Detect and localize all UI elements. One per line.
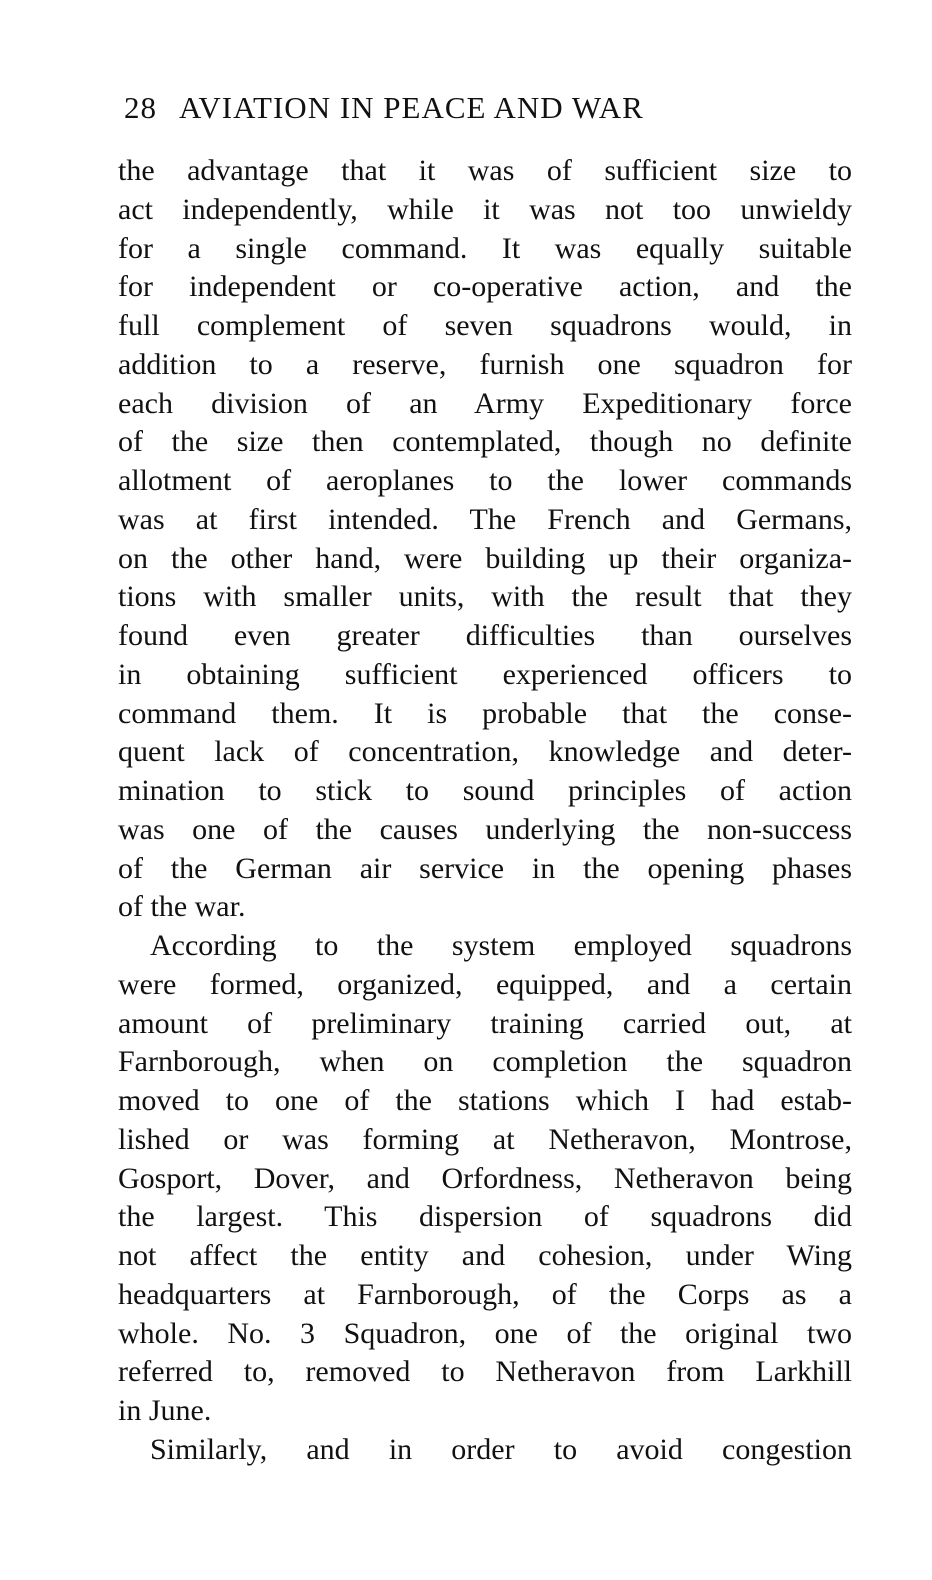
text-line: mination to stick to sound principles of action [118, 774, 852, 807]
text-line: whole. No. 3 Squadron, one of the original two [118, 1316, 852, 1350]
text-line: moved to one of the stations which I had estab- [118, 1084, 852, 1117]
text-line: of the war. [118, 890, 246, 924]
text-line: act independently, while it was not too unwieldy [118, 192, 852, 226]
text-line: quent lack of concentration, knowledge and deter- [118, 735, 852, 769]
paragraph-3 [118, 1431, 852, 1470]
text-line: addition to a reserve, furnish one squadron for [118, 347, 852, 381]
body-text [118, 152, 852, 1470]
text-line: in obtaining sufficient experienced officers to [118, 657, 852, 691]
text-line: command them. It is probable that the conse- [118, 696, 852, 730]
text-line: for a single command. It was equally suitable [118, 231, 852, 265]
paragraph-2 [118, 927, 852, 1431]
running-head [124, 88, 784, 128]
text-line: the advantage that it was of sufficient size to [118, 154, 852, 187]
text-line: of the size then contemplated, though no definite [118, 425, 852, 459]
text-line: not affect the entity and cohesion, under Wing [118, 1239, 852, 1272]
text-line: each division of an Army Expeditionary force [118, 386, 852, 420]
text-line: full complement of seven squadrons would, in [118, 309, 852, 342]
text-line: tions with smaller units, with the result that they [118, 580, 852, 614]
text-line: was at first intended. The French and Germans, [118, 502, 852, 536]
text-line: amount of preliminary training carried out, at [118, 1006, 852, 1040]
text-line: Gosport, Dover, and Orfordness, Netheravon being [118, 1161, 852, 1195]
page-number: 28 [124, 90, 157, 125]
text-line: on the other hand, were building up their organiza- [118, 541, 852, 575]
text-line: in June. [118, 1394, 212, 1427]
running-title: AVIATION IN PEACE AND WAR [179, 90, 644, 125]
text-line: According to the system employed squadrons [150, 929, 852, 962]
text-line: the largest. This dispersion of squadrons did [118, 1200, 852, 1234]
text-line: Farnborough, when on completion the squadron [118, 1045, 852, 1079]
text-line: for independent or co-operative action, and the [118, 270, 852, 304]
paragraph-1 [118, 152, 852, 927]
text-line: lished or was forming at Netheravon, Montrose, [118, 1122, 852, 1156]
text-line: were formed, organized, equipped, and a certain [118, 967, 852, 1001]
text-line: headquarters at Farnborough, of the Corps as a [118, 1277, 852, 1311]
text-line: of the German air service in the opening phases [118, 851, 852, 885]
text-line: referred to, removed to Netheravon from Larkhill [118, 1355, 852, 1389]
text-line: Similarly, and in order to avoid congestion [150, 1432, 852, 1466]
text-line: was one of the causes underlying the non-success [118, 812, 852, 846]
text-line: allotment of aeroplanes to the lower commands [118, 464, 852, 497]
text-line: found even greater difficulties than ourselves [118, 619, 852, 652]
